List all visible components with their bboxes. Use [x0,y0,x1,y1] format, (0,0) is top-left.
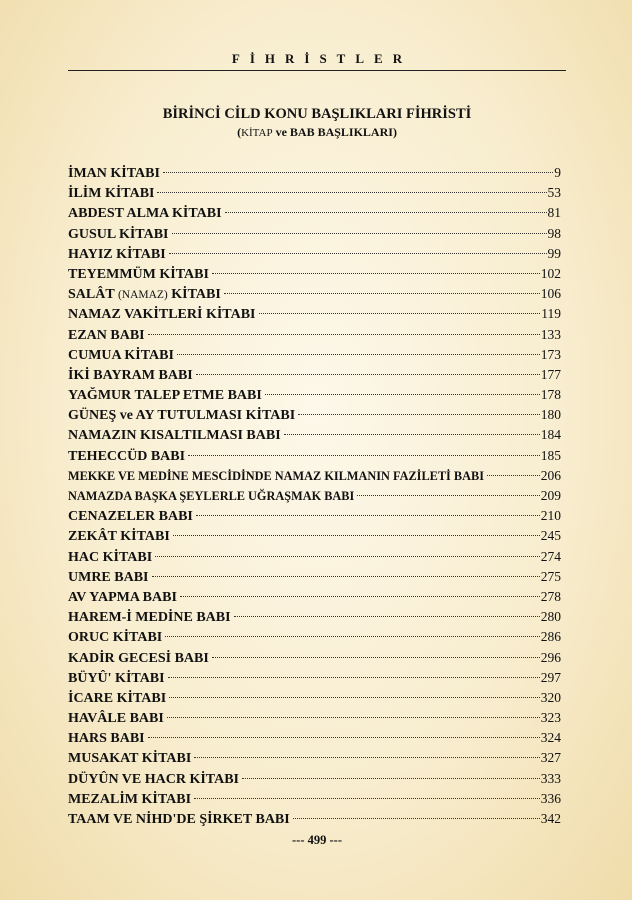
toc-entry-page: 324 [540,730,561,746]
running-header: FİHRİSTLER [231,51,413,66]
toc-entry-title: İLİM KİTABI [68,186,155,202]
toc-entry-page: 210 [540,508,561,524]
toc-entry [68,506,561,526]
toc-entry-page: 275 [540,568,561,584]
dot-leader [196,374,540,375]
toc-entry-page: 342 [540,811,561,826]
index-title: BİRİNCİ CİLD KONU BAŞLIKLARI FİHRİSTİ [162,106,472,122]
toc-entry-page: 178 [540,387,561,403]
toc-entry-title: İKİ BAYRAM BABI [68,367,193,383]
dot-leader [212,273,540,274]
dot-leader [155,556,540,557]
toc-entry [68,547,561,567]
toc-entry [68,728,561,748]
toc-entry [68,405,561,425]
toc-entry-title: MEKKE VE MEDİNE MESCİDİNDE NAMAZ KILMANIN FAZİLETİ BABI [68,468,484,483]
toc-entry-title: HAREM-İ MEDİNE BABI [68,610,231,626]
toc-entry-title: İMAN KİTABI [68,166,160,181]
toc-entry [68,284,561,304]
toc-entry [68,365,561,385]
dot-leader [180,596,540,597]
toc-entry-page: 177 [540,366,561,382]
toc-entry-page: 184 [540,427,561,443]
toc-entry [68,183,561,203]
subtitle-open-paren: ( [237,125,242,139]
toc-entry-title: HAC KİTABI [68,549,153,565]
toc-entry [68,304,561,324]
toc-entry-title: İCARE KİTABI [68,690,167,706]
index-subtitle [68,125,566,140]
toc-entry-title: TEYEMMÜM KİTABI [68,266,209,282]
toc-entry-page: 297 [540,669,561,685]
toc-entry [68,425,561,445]
toc-entry-title: CENAZELER BABI [68,509,193,525]
toc-entry-page: 274 [540,548,561,564]
dot-leader [196,515,540,516]
toc-entry-title: NAMAZ VAKİTLERİ KİTABI [68,307,256,323]
toc-entry-page: 81 [547,205,561,221]
toc-entry-page: 106 [540,286,561,302]
dot-leader [169,697,540,698]
toc-entry-page: 323 [540,710,561,726]
toc-entry-title: GUSUL KİTABI [68,226,169,242]
dot-leader [234,616,540,617]
toc-entry-page: 185 [540,447,561,463]
toc-entry-page: 209 [540,488,561,503]
toc-entry-title [68,285,221,305]
toc-entry [68,345,561,365]
toc-entry-title: TEHECCÜD BABI [68,448,186,464]
toc-entry-page: 278 [540,588,561,604]
dot-leader [225,212,547,213]
dot-leader [265,394,540,395]
toc-title-part: SALÂT [68,287,118,303]
dot-leader [224,293,540,294]
toc-entry-title: HARS BABI [68,731,145,747]
dot-leader [212,657,540,658]
toc-entry-page: 296 [540,649,561,665]
page-number: --- 499 --- [292,833,342,847]
dot-leader [163,172,553,173]
toc-entry-title: EZAN BABI [68,327,145,343]
toc-entry-page: 206 [540,467,561,483]
toc-entry-page: 327 [540,750,561,766]
dot-leader [172,233,547,234]
toc-entry [68,627,561,647]
toc-entry [68,587,561,607]
toc-entry-page: 53 [547,185,561,201]
toc-entry-page: 133 [540,326,561,342]
dot-leader [165,636,539,637]
toc-entry [68,244,561,264]
dot-leader [242,778,540,779]
toc-entry [68,708,561,728]
toc-entry [68,224,561,244]
toc-entry-page: 245 [540,528,561,544]
toc-entry-title: MUSAKAT KİTABI [68,751,192,767]
toc-entry-page: 180 [540,407,561,423]
dot-leader [173,535,540,536]
toc-title-part: KİTABI [167,287,221,303]
toc-entry-page: 99 [547,245,561,261]
toc-entry-title: YAĞMUR TALEP ETME BABI [68,388,262,404]
toc-entry-page: 320 [540,689,561,705]
toc-entry-title: HAYIZ KİTABI [68,246,166,262]
toc-entry-page: 280 [540,609,561,625]
toc-entry-title: ZEKÂT KİTABI [68,529,170,545]
toc-entry-title: NAMAZIN KISALTILMASI BABI [68,428,281,444]
toc-entry [68,809,561,829]
toc-entry-title: ORUC KİTABI [68,630,163,646]
dot-leader [194,798,540,799]
toc-entry [68,607,561,627]
toc-entry [68,385,561,405]
toc-entry-title: NAMAZDA BAŞKA ŞEYLERLE UĞRAŞMAK BABI [68,489,355,503]
dot-leader [168,677,540,678]
dot-leader [293,818,540,819]
toc-entry [68,325,561,345]
toc-entry-page: 173 [540,346,561,362]
dot-leader [188,455,540,456]
toc-entry [68,668,561,688]
toc-entry-title: KADİR GECESİ BABI [68,650,209,666]
dot-leader [259,313,541,314]
toc-entry-page: 102 [540,265,561,281]
toc-entry-title: TAAM VE NİHD'DE ŞİRKET BABI [68,812,290,827]
dot-leader [194,757,539,758]
toc-entry [68,264,561,284]
toc-entry [68,526,561,546]
toc-title-small-part: (NAMAZ) [117,289,168,302]
dot-leader [167,717,540,718]
subtitle-kitap: KİTAP [241,127,273,139]
toc-entry [68,789,561,809]
table-of-contents [68,163,561,829]
dot-leader [152,576,540,577]
dot-leader [298,414,540,415]
toc-entry-page: 98 [547,225,561,241]
toc-entry [68,748,561,768]
dot-leader [169,253,547,254]
toc-entry-title: AV YAPMA BABI [68,589,177,605]
dot-leader [487,475,540,476]
toc-entry [68,769,561,789]
toc-entry-title: UMRE BABI [68,569,149,585]
toc-entry-title: DÜYÛN VE HACR KİTABI [68,771,240,787]
dot-leader [148,737,540,738]
toc-entry-title: GÜNEŞ ve AY TUTULMASI KİTABI [68,408,296,424]
dot-leader [284,434,540,435]
toc-entry [68,567,561,587]
toc-entry [68,203,561,223]
toc-entry [68,688,561,708]
toc-entry-title: CUMUA KİTABI [68,347,174,363]
toc-entry [68,648,561,668]
toc-entry [68,163,561,183]
header-rule [68,70,566,71]
toc-entry-page: 9 [554,165,561,180]
toc-entry [68,446,561,466]
dot-leader [177,354,540,355]
dot-leader [357,495,539,496]
dot-leader [148,334,540,335]
toc-entry-page: 119 [541,306,561,322]
toc-entry-title: BÜYÛ' KİTABI [68,670,165,686]
subtitle-rest: ve BAB BAŞLIKLARI [272,125,393,139]
toc-entry-title: MEZALİM KİTABI [68,791,192,807]
toc-entry-page: 286 [540,629,561,645]
dot-leader [157,192,546,193]
toc-entry [68,466,561,486]
toc-entry-page: 333 [540,770,561,786]
toc-entry-page: 336 [540,790,561,806]
toc-entry-title: ABDEST ALMA KİTABI [68,206,222,222]
toc-entry [68,486,561,506]
subtitle-close-paren: ) [392,125,397,139]
toc-entry-title: HAVÂLE BABI [68,711,164,727]
